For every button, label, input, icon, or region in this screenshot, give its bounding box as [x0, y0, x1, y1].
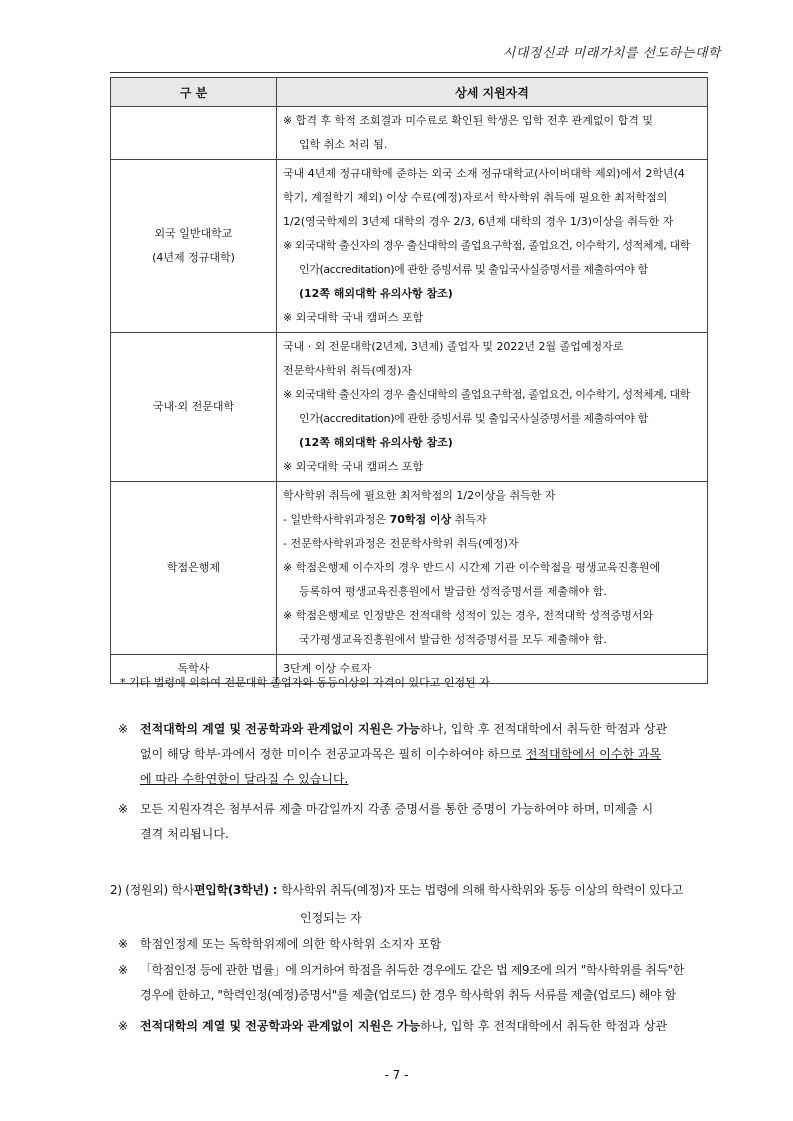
section-2-title [110, 876, 720, 904]
section-2-note-3 [118, 1014, 708, 1039]
detail-line: - 전문학사학위과정은 전문학사학위 취득(예정)자 [283, 537, 519, 550]
detail-line: 입학 취소 처리 됨. [299, 138, 388, 151]
table-row [111, 107, 708, 160]
note-transfer-major [118, 717, 708, 792]
text-run: 「학점인정 등에 관한 법률」에 의거하여 학점을 취득한 경우에도 같은 법 제9조에 의거 "학사학위를 취득"한 [140, 963, 684, 977]
text-run: 결격 처리됩니다. [140, 827, 229, 841]
detail-line: 3단계 이상 수료자 [283, 662, 372, 675]
text-run: 없이 해당 학부·과에서 정한 미이수 전공교과목은 필히 이수하여야 하므로 [140, 747, 526, 761]
section-2-title-tail: 인정되는 자 [300, 911, 362, 925]
note-mark: ※ [118, 1019, 129, 1033]
table-footnote: * 기타 법령에 의하여 전문대학 졸업자와 동등이상의 자격이 있다고 인정된 자 [120, 676, 490, 689]
header-slogan: 시대정신과 미래가치를 선도하는대학 [502, 46, 721, 61]
text-run: - 일반학사학위과정은 [283, 513, 390, 526]
note-mark: ※ [118, 722, 129, 736]
category-cell [111, 107, 277, 160]
table-row [111, 482, 708, 655]
text-run-bold: 전적대학의 계열 및 전공학과와 관계없이 지원은 가능 [140, 1019, 421, 1033]
detail-line: 인가(accreditation)에 관한 증빙서류 및 출입국사실증명서를 제출하여야 함 [299, 412, 648, 425]
detail-line: ※ 외국대학 국내 캠퍼스 포함 [283, 460, 424, 473]
detail-line: ※ 외국대학 출신자의 경우 출신대학의 졸업요구학점, 졸업요건, 이수학기, 성적체계, 대학 [283, 239, 690, 252]
detail-line: ※ 학점은행제 이수자의 경우 반드시 시간제 기관 이수학점을 평생교육진흥원에 [283, 561, 661, 574]
text-run: 취득자 [451, 513, 487, 526]
text-run: 학사학위 취득(예정)자 또는 법령에 의해 학사학위와 동등 이상의 학력이 있다고 [281, 883, 683, 897]
detail-line: 학기, 계절학기 제외) 이상 수료(예정)자로서 학사학위 취득에 필요한 최저학점의 [283, 191, 668, 204]
header-rule [110, 72, 708, 73]
detail-line: 국내 · 외 전문대학(2년제, 3년제) 졸업자 및 2022년 2월 졸업예정자로 [283, 340, 624, 353]
detail-line: 학사학위 취득에 필요한 최저학점의 1/2이상을 취득한 자 [283, 489, 556, 502]
text-run: 하나, 입학 후 전적대학에서 취득한 학점과 상관 [420, 722, 668, 736]
note-text [118, 958, 708, 1008]
text-run-underlined: 전적대학에서 이수한 과목 [525, 747, 662, 761]
category-label: (4년제 정규대학) [152, 251, 235, 264]
detail-line: 등록하여 평생교육진흥원에서 발급한 성적증명서를 제출해야 함. [299, 585, 607, 598]
category-label: 독학사 [177, 662, 210, 675]
detail-cell [277, 107, 708, 160]
category-label: 외국 일반대학교 [154, 227, 233, 240]
table-row [111, 160, 708, 333]
detail-line: (12쪽 해외대학 유의사항 참조) [299, 436, 453, 449]
text-run: 모든 지원자격은 첨부서류 제출 마감일까지 각종 증명서를 통한 증명이 가능하여야 하며, 미제출 시 [140, 802, 654, 816]
detail-line: 인가(accreditation)에 관한 증빙서류 및 출입국사실증명서를 제출하여야 함 [299, 263, 648, 276]
detail-line: ※ 외국대학 국내 캠퍼스 포함 [283, 311, 424, 324]
section-2-note-1 [118, 932, 708, 957]
detail-cell [277, 482, 708, 655]
text-run-bold: 편입학(3학년) [193, 883, 269, 897]
col-detail-header: 상세 지원자격 [277, 78, 708, 107]
category-cell [111, 333, 277, 482]
detail-cell [277, 333, 708, 482]
table-header-row [111, 78, 708, 107]
detail-line: ※ 합격 후 학적 조회결과 미수료로 확인된 학생은 입학 전후 관계없이 합격 및 [283, 114, 653, 127]
text-run: 2) (정원외) 학사 [110, 883, 194, 897]
detail-line: 1/2(영국학제의 3년제 대학의 경우 2/3, 6년제 대학의 경우 1/3)이상을 취득한 자 [283, 215, 674, 228]
category-label: 학점은행제 [166, 561, 221, 574]
text-run-bold: 전적대학의 계열 및 전공학과와 관계없이 지원은 가능 [140, 722, 421, 736]
note-documents [118, 797, 708, 847]
text-run: 경우에 한하고, "학력인정(예정)증명서"를 제출(업로드) 한 경우 학사학위 취득 서류를 제출(업로드) 해야 함 [140, 988, 676, 1002]
eligibility-table [110, 77, 708, 684]
category-cell [111, 482, 277, 655]
detail-line: 국가평생교육진흥원에서 발급한 성적증명서를 모두 제출해야 함. [299, 633, 607, 646]
detail-line: ※ 학점은행제로 인정받은 전적대학 성적이 있는 경우, 전적대학 성적증명서와 [283, 609, 654, 622]
table-row [111, 333, 708, 482]
text-run: 하나, 입학 후 전적대학에서 취득한 학점과 상관 [420, 1019, 668, 1033]
text-run-underlined: 에 따라 수학연한이 달라질 수 있습니다. [140, 772, 349, 786]
text-run-bold: 70학점 이상 [389, 513, 452, 526]
detail-cell [277, 160, 708, 333]
note-text: 학점인정제 또는 독학학위제에 의한 학사학위 소지자 포함 [140, 937, 442, 951]
section-2 [110, 876, 720, 932]
category-cell [111, 160, 277, 333]
note-mark: ※ [118, 937, 129, 951]
note-text [118, 1014, 708, 1039]
note-text [118, 797, 708, 847]
page-number: - 7 - [384, 1068, 409, 1082]
section-2-note-2 [118, 958, 708, 1008]
col-category-header: 구 분 [111, 78, 277, 107]
note-mark: ※ [118, 802, 129, 816]
detail-line: ※ 외국대학 출신자의 경우 출신대학의 졸업요구학점, 졸업요건, 이수학기, 성적체계, 대학 [283, 388, 690, 401]
detail-line: 전문학사학위 취득(예정)자 [283, 364, 412, 377]
detail-line: 국내 4년제 정규대학에 준하는 외국 소재 정규대학교(사이버대학 제외)에서 2학년(4 [283, 167, 685, 180]
category-label: 국내·외 전문대학 [152, 400, 235, 413]
detail-line [283, 508, 703, 532]
text-run-bold: : [268, 883, 282, 897]
note-text [118, 717, 708, 792]
note-mark: ※ [118, 963, 128, 977]
detail-line: (12쪽 해외대학 유의사항 참조) [299, 287, 453, 300]
